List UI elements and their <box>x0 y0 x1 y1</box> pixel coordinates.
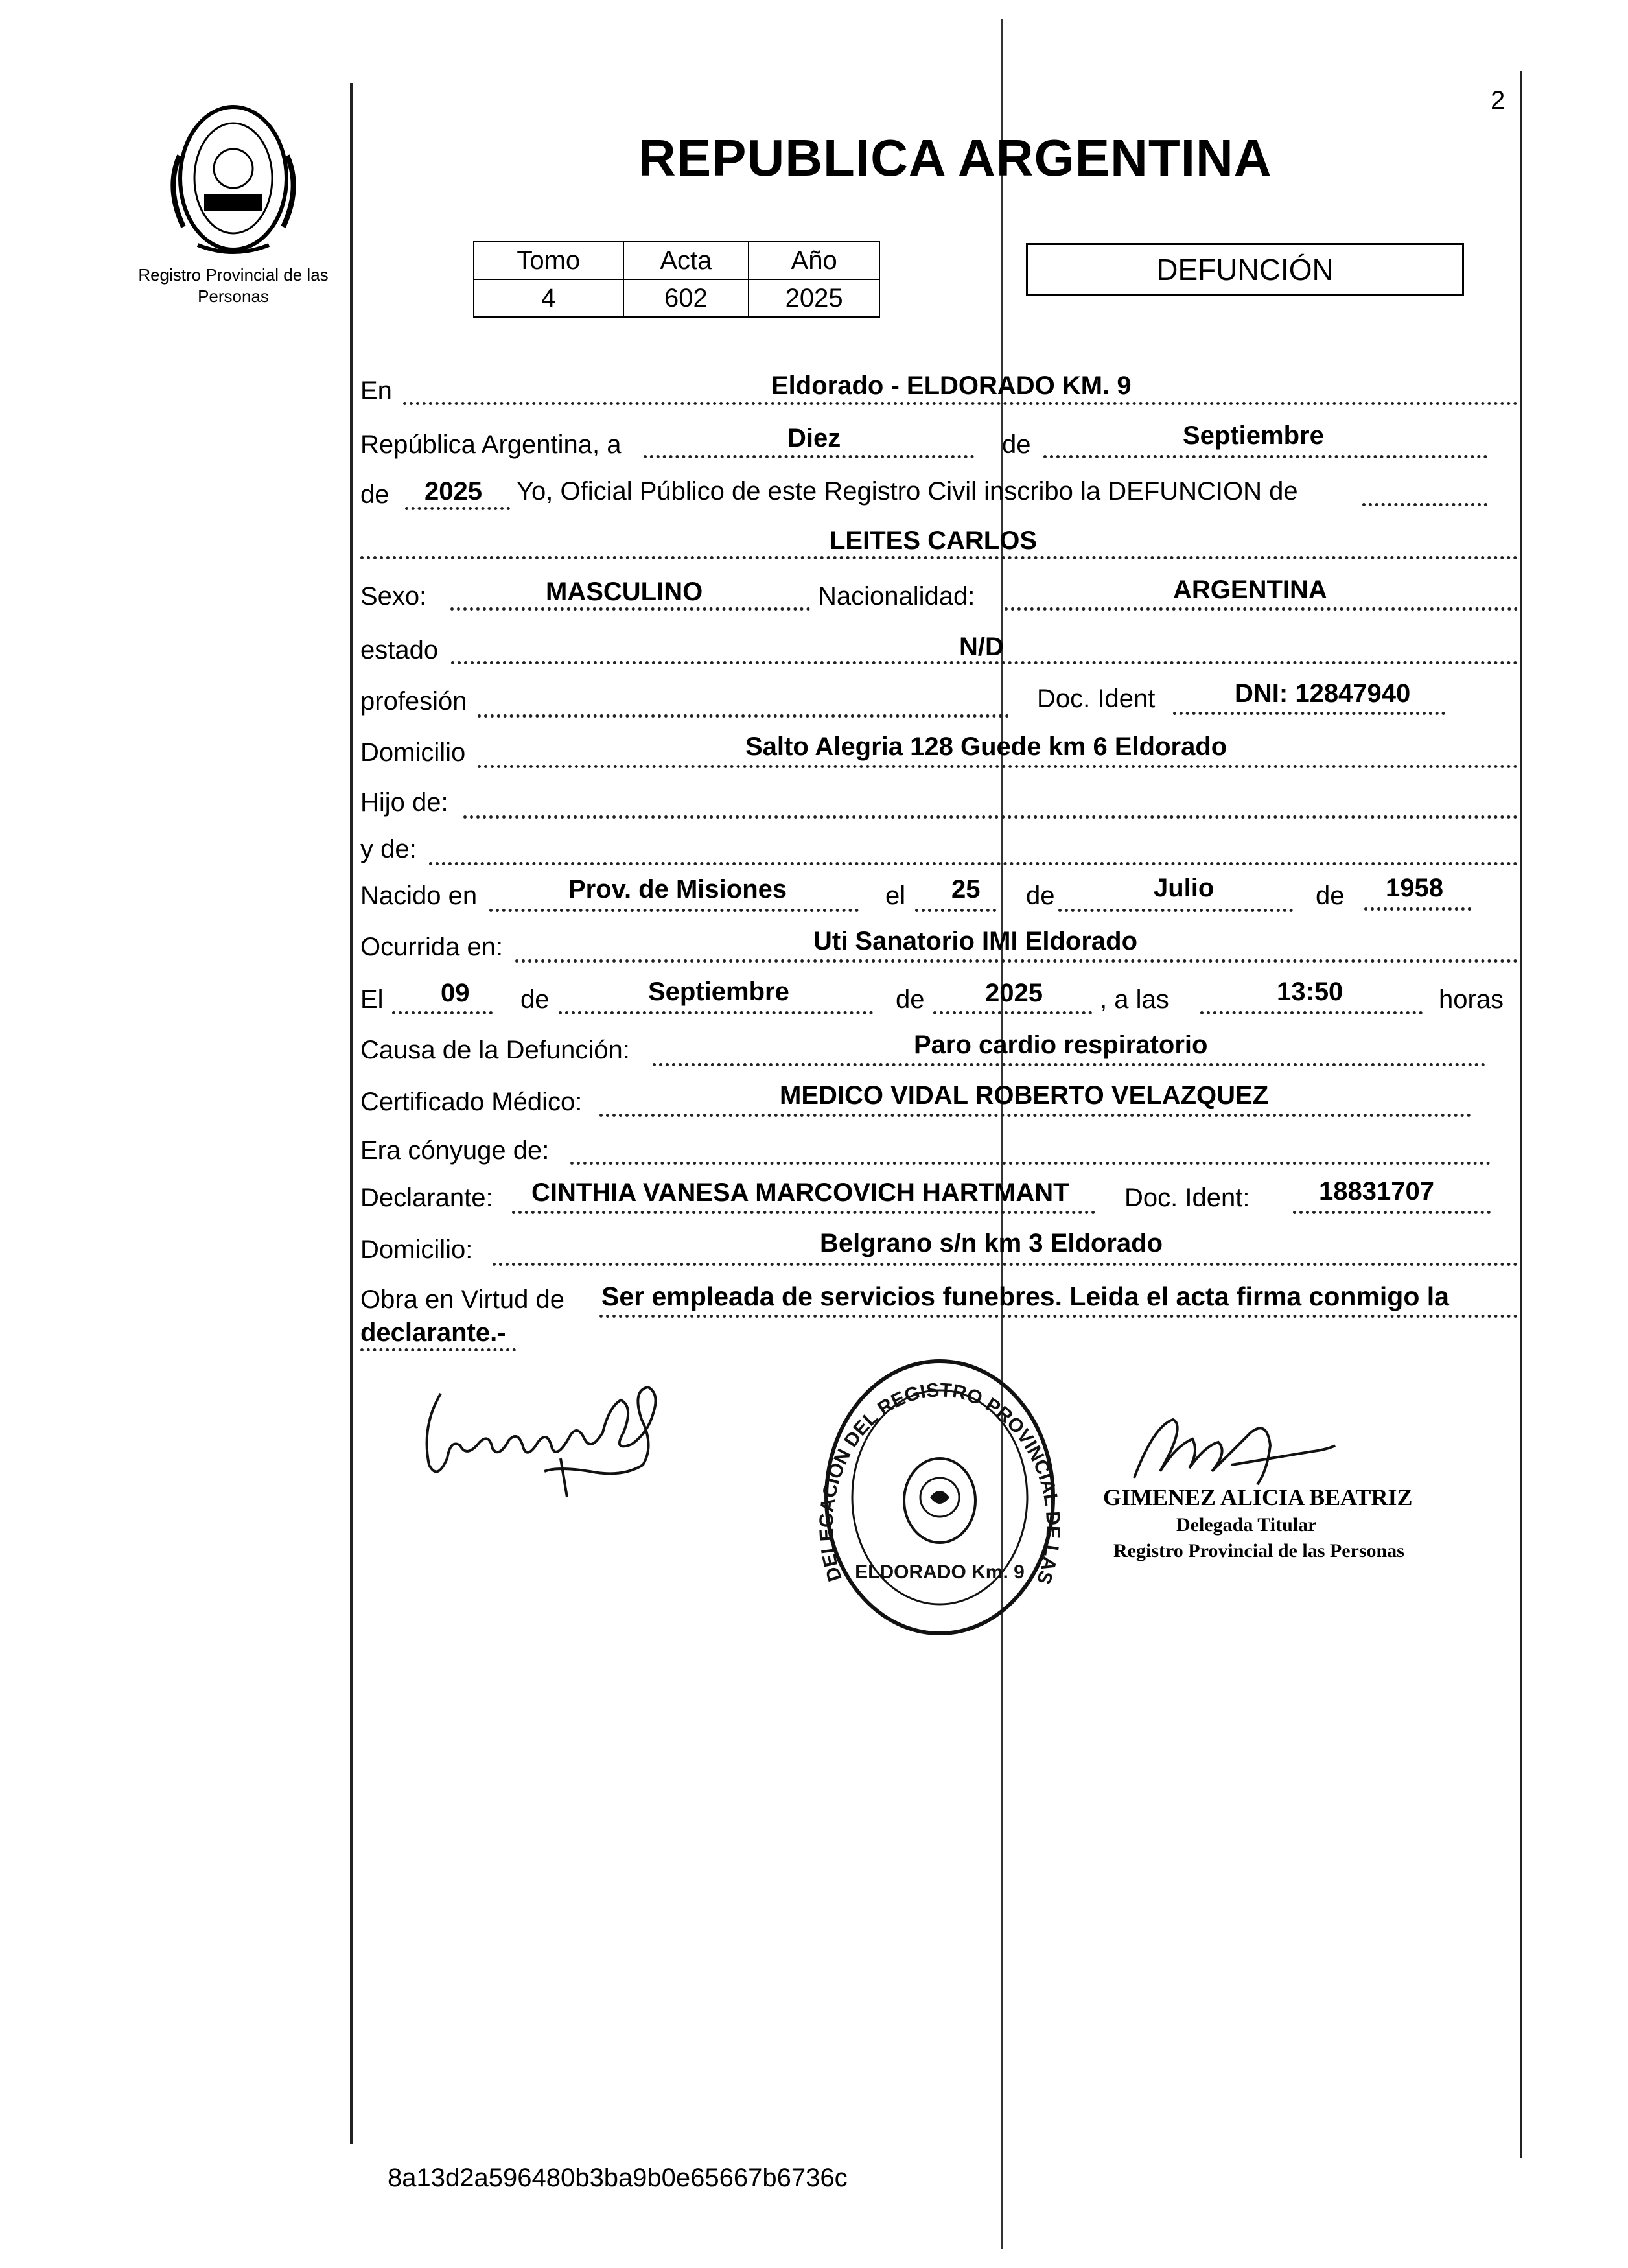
dots-causa <box>653 1063 1485 1066</box>
dots-certificado <box>599 1114 1471 1117</box>
label-en: En <box>360 377 392 405</box>
label-el: el <box>885 882 906 910</box>
dots-hijo-de <box>463 815 1518 819</box>
label-de-def-anio: de <box>896 985 925 1014</box>
org-name: Registro Provincial de las Personas <box>138 265 329 306</box>
dots-ocurrida <box>515 959 1518 963</box>
value-hora: 13:50 <box>1277 977 1343 1006</box>
value-nombre: LEITES CARLOS <box>830 526 1038 555</box>
label-conyuge: Era cónyuge de: <box>360 1136 550 1165</box>
header-tomo: Tomo <box>474 242 623 279</box>
value-nac-mes: Julio <box>1154 874 1215 902</box>
value-obra-line2: declarante.- <box>360 1318 506 1347</box>
value-nac-dia: 25 <box>951 875 981 904</box>
label-doc-ident: Doc. Ident <box>1037 684 1156 713</box>
dots-oficial <box>1362 503 1487 506</box>
province-logo <box>159 97 308 259</box>
label-a-las: , a las <box>1100 985 1169 1014</box>
label-de-nac-anio: de <box>1316 882 1345 910</box>
dots-hora <box>1200 1011 1423 1014</box>
dots-lugar <box>403 402 1518 405</box>
value-anio: 2025 <box>424 477 482 506</box>
value-sexo: MASCULINO <box>546 578 703 606</box>
dots-nombre <box>360 556 1518 559</box>
label-de: de <box>1002 430 1031 459</box>
value-nacionalidad: ARGENTINA <box>1173 576 1327 604</box>
label-nacido-en: Nacido en <box>360 882 478 910</box>
dots-declarante <box>512 1211 1095 1214</box>
footer-hash: 8a13d2a596480b3ba9b0e65667b6736c <box>388 2164 848 2192</box>
dots-def-mes <box>559 1011 873 1014</box>
label-El: El <box>360 985 384 1014</box>
dots-conyuge <box>570 1162 1491 1165</box>
label-de-anio: de <box>360 480 390 509</box>
label-domicilio: Domicilio <box>360 738 466 767</box>
label-ocurrida: Ocurrida en: <box>360 933 504 961</box>
dots-obra-1 <box>599 1315 1518 1318</box>
value-certificado: MEDICO VIDAL ROBERTO VELAZQUEZ <box>780 1081 1269 1110</box>
dots-def-dia <box>392 1011 493 1014</box>
dots-nac-dia <box>915 909 996 912</box>
value-dia: Diez <box>787 424 841 452</box>
label-y-de: y de: <box>360 835 417 863</box>
dots-domicilio <box>478 765 1518 768</box>
value-def-mes: Septiembre <box>648 977 789 1006</box>
dots-dia <box>644 455 974 458</box>
label-certificado: Certificado Médico: <box>360 1088 583 1116</box>
label-nacionalidad: Nacionalidad: <box>818 582 975 611</box>
dots-estado <box>451 661 1518 664</box>
value-causa: Paro cardio respiratorio <box>914 1031 1208 1059</box>
dots-profesion <box>478 714 1009 718</box>
label-causa: Causa de la Defunción: <box>360 1036 630 1064</box>
label-sexo: Sexo: <box>360 582 427 611</box>
value-def-dia: 09 <box>441 979 470 1007</box>
label-oficial: Yo, Oficial Público de este Registro Civil inscribo la DEFUNCION de <box>517 477 1298 506</box>
dots-mes <box>1043 455 1487 458</box>
right-margin-rule <box>1520 71 1522 2158</box>
value-estado: N/D <box>959 633 1004 661</box>
dots-nac-anio <box>1364 907 1471 911</box>
stamp-inner-text: ELDORADO Km. 9 <box>855 1561 1025 1583</box>
value-doc-declarante: 18831707 <box>1319 1177 1434 1206</box>
stamp-ring-text: DELEGACION DEL REGISTRO PROVINCIAL DE LAS <box>815 1379 1064 1587</box>
dots-obra-2 <box>360 1348 516 1351</box>
label-doc-ident-declarante: Doc. Ident: <box>1124 1184 1250 1212</box>
dots-domicilio-declarante <box>493 1263 1518 1266</box>
value-domicilio: Salto Alegria 128 Guede km 6 Eldorado <box>745 732 1227 761</box>
dots-doc-ident <box>1173 712 1445 715</box>
act-type-box <box>1026 243 1464 296</box>
page-number: 2 <box>1491 86 1506 115</box>
label-obra: Obra en Virtud de <box>360 1285 565 1314</box>
label-de-nac-mes: de <box>1026 882 1055 910</box>
label-declarante: Declarante: <box>360 1184 493 1212</box>
label-estado: estado <box>360 636 439 664</box>
value-ocurrida: Uti Sanatorio IMI Eldorado <box>813 927 1138 955</box>
dots-def-anio <box>933 1011 1092 1014</box>
page-title: REPUBLICA ARGENTINA <box>638 129 1272 187</box>
dots-sexo <box>450 607 810 611</box>
value-nac-anio: 1958 <box>1386 874 1443 902</box>
dots-nacionalidad <box>1005 607 1518 611</box>
label-republica: República Argentina, a <box>360 430 622 459</box>
header-acta: Acta <box>623 242 749 279</box>
value-def-anio: 2025 <box>985 979 1043 1007</box>
value-nacido-en: Prov. de Misiones <box>568 875 787 904</box>
dots-nacido-en <box>489 909 859 912</box>
header-anio: Año <box>749 242 879 279</box>
value-lugar: Eldorado - ELDORADO KM. 9 <box>771 371 1132 400</box>
official-stamp <box>810 1355 1069 1646</box>
left-margin-rule <box>350 83 353 2144</box>
value-acta: 602 <box>623 279 749 317</box>
value-doc-ident: DNI: 12847940 <box>1235 679 1411 708</box>
value-obra-line1: Ser empleada de servicios funebres. Leida el acta firma conmigo la <box>601 1281 1449 1311</box>
value-domicilio-declarante: Belgrano s/n km 3 Eldorado <box>820 1229 1163 1257</box>
value-anio: 2025 <box>749 279 879 317</box>
dots-y-de <box>429 862 1518 865</box>
label-hijo-de: Hijo de: <box>360 788 448 817</box>
label-domicilio-declarante: Domicilio: <box>360 1235 473 1264</box>
registry-table <box>473 241 880 318</box>
official-signature <box>1115 1407 1348 1491</box>
declarant-signature <box>415 1368 674 1497</box>
dots-anio <box>405 507 510 510</box>
official-org: Registro Provincial de las Personas <box>1113 1540 1404 1561</box>
label-horas: horas <box>1439 985 1504 1014</box>
value-tomo: 4 <box>474 279 623 317</box>
label-profesion: profesión <box>360 687 467 716</box>
value-mes: Septiembre <box>1183 421 1324 450</box>
dots-doc-declarante <box>1293 1211 1491 1214</box>
label-de-def-mes: de <box>520 985 550 1014</box>
value-declarante: CINTHIA VANESA MARCOVICH HARTMANT <box>531 1178 1069 1207</box>
fold-line <box>1001 19 1003 2249</box>
act-type: DEFUNCIÓN <box>1156 253 1334 286</box>
dots-nac-mes <box>1058 909 1293 912</box>
official-title: Delegada Titular <box>1176 1514 1317 1536</box>
official-name: GIMENEZ ALICIA BEATRIZ <box>1103 1484 1413 1510</box>
